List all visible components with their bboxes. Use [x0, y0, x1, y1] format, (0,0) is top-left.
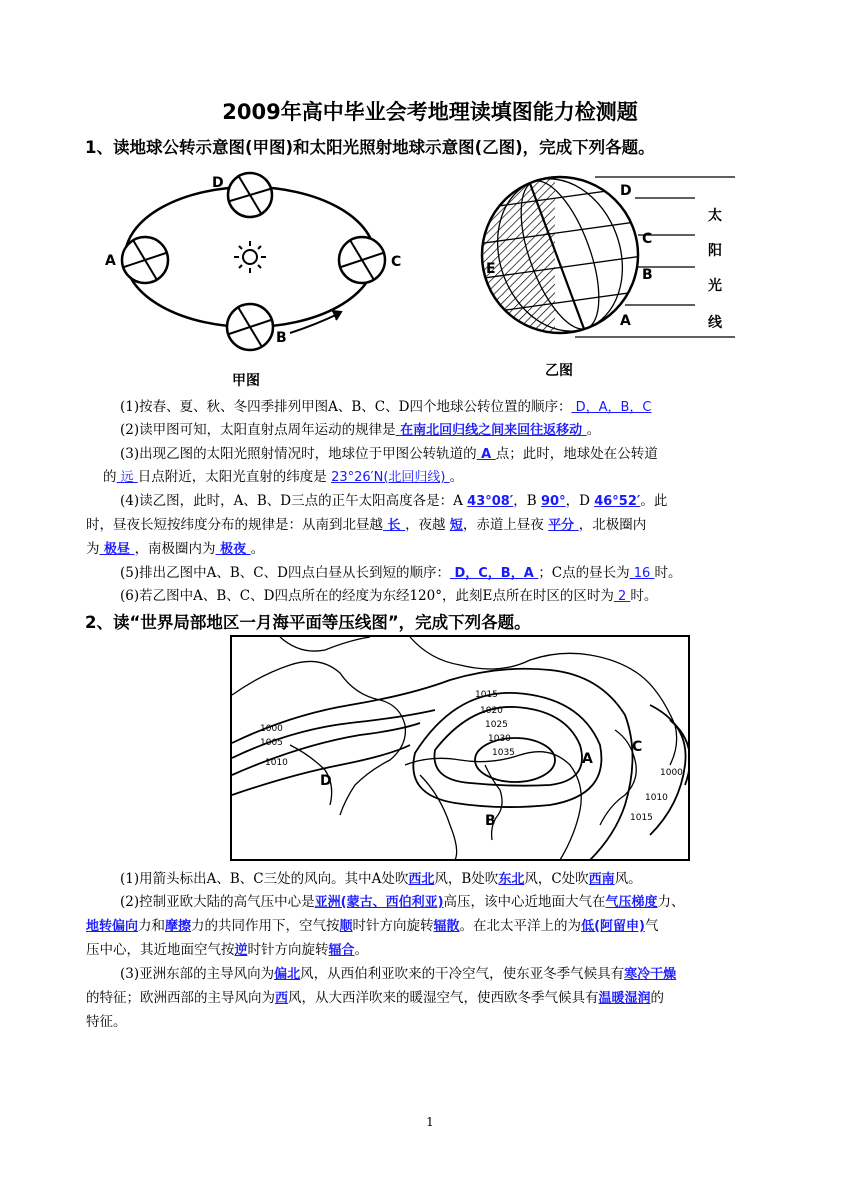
caption-jia: 甲图	[232, 373, 260, 389]
q1-line-3: (3)出现乙图的太阳光照射情况时，地球位于甲图公转轨道的 A 点；此时，地球处在公转道	[120, 446, 658, 462]
label-a: A	[105, 253, 116, 269]
sun-icon	[234, 241, 266, 273]
page-title: 2009年高中毕业会考地理读填图能力检测题	[222, 100, 638, 124]
isobar-label: 1015	[475, 690, 498, 700]
map-label-c: C	[632, 739, 643, 755]
q2-line-6: 的特征；欧洲西部的主导风向为西风，从大西洋吹来的暖湿空气，使西欧冬季气候具有温暖湿润的	[86, 990, 665, 1006]
isobar-label: 1000	[260, 724, 283, 734]
map-label-b: B	[485, 813, 496, 829]
figure-isobar-map	[230, 635, 690, 861]
label-c: C	[391, 254, 402, 270]
earth-position-a	[122, 237, 168, 283]
q1-line-2: (2)读甲图可知，太阳直射点周年运动的规律是 在南北回归线之间来回往返移动 。	[120, 422, 601, 438]
label-d: D	[212, 175, 224, 191]
q2-line-2: (2)控制亚欧大陆的高气压中心是亚洲(蒙古、西伯利亚)高压，该中心近地面大气在气压梯度力、	[120, 894, 685, 910]
label-c: C	[642, 231, 653, 247]
q1-line-7: 为 极昼 ，南极圈内为 极夜 。	[86, 541, 265, 557]
q1-line-4: 的 远 日点附近，太阳光直射的纬度是 23°26′N(北回归线) 。	[103, 469, 464, 485]
isobar-label: 1010	[645, 793, 668, 803]
sun-text-2: 阳	[708, 243, 722, 259]
q2-line-3: 地转偏向力和摩擦力的共同作用下，空气按顺时针方向旋转辐散。在北太平洋上的为低(阿留申)气	[86, 918, 659, 934]
label-b: B	[276, 330, 287, 346]
q1-line-8: (5)排出乙图中A、B、C、D四点白昼从长到短的顺序： D，C，B，A ；C点的昼长为 16 时。	[120, 565, 682, 581]
sun-text-4: 线	[708, 315, 722, 331]
q1-line-9: (6)若乙图中A、B、C、D四点所在的经度为东经120°，此刻E点所在时区的区时为 2 时。	[120, 588, 658, 604]
label-a: A	[620, 313, 631, 329]
q2-line-7: 特征。	[86, 1014, 127, 1030]
earth-position-d	[228, 173, 272, 217]
earth-position-b	[227, 304, 273, 350]
q2-line-4: 压中心，其近地面空气按逆时针方向旋转辐合。	[86, 942, 369, 958]
page-number: 1	[426, 1115, 434, 1129]
sun-text-3: 光	[708, 278, 722, 294]
isobar-label: 1020	[480, 706, 503, 716]
q1-line-1: (1)按春、夏、秋、冬四季排列甲图A、B、C、D四个地球公转位置的顺序： D，A，B，C	[120, 399, 652, 415]
map-label-a: A	[582, 751, 593, 767]
label-e: E	[486, 261, 496, 277]
q1-line-6: 时，昼夜长短按纬度分布的规律是：从南到北昼越 长 ，夜越 短，赤道上昼夜 平分 ，北极圈内	[86, 517, 647, 533]
q2-line-5: (3)亚洲东部的主导风向为偏北风，从西伯利亚吹来的干冷空气，使东亚冬季气候具有寒冷干燥	[120, 966, 677, 982]
isobar-label: 1025	[485, 720, 508, 730]
isobar-label: 1000	[660, 768, 683, 778]
q1-line-5: (4)读乙图，此时，A、B、D三点的正午太阳高度各是：A 43°08′，B 90°，D 46°52′。此	[120, 493, 668, 509]
map-label-d: D	[320, 773, 332, 789]
isobar-label: 1030	[488, 734, 511, 744]
label-b: B	[642, 267, 653, 283]
question-2-heading: 2、读“世界局部地区一月海平面等压线图”，完成下列各题。	[85, 613, 531, 632]
sun-text-1: 太	[708, 208, 722, 224]
earth-position-c	[339, 237, 385, 283]
figure-jia-orbit	[100, 165, 430, 390]
q2-line-1: (1)用箭头标出A、B、C三处的风向。其中A处吹西北风，B处吹东北风，C处吹西南风。	[120, 871, 642, 887]
question-1-heading: 1、读地球公转示意图(甲图)和太阳光照射地球示意图(乙图)，完成下列各题。	[85, 138, 655, 157]
isobar-label: 1015	[630, 813, 653, 823]
caption-yi: 乙图	[545, 363, 573, 379]
isobar-label: 1010	[265, 758, 288, 768]
isobar-label: 1035	[492, 748, 515, 758]
isobar-label: 1005	[260, 738, 283, 748]
label-d: D	[620, 183, 632, 199]
figure-yi-sunlight	[470, 165, 740, 380]
